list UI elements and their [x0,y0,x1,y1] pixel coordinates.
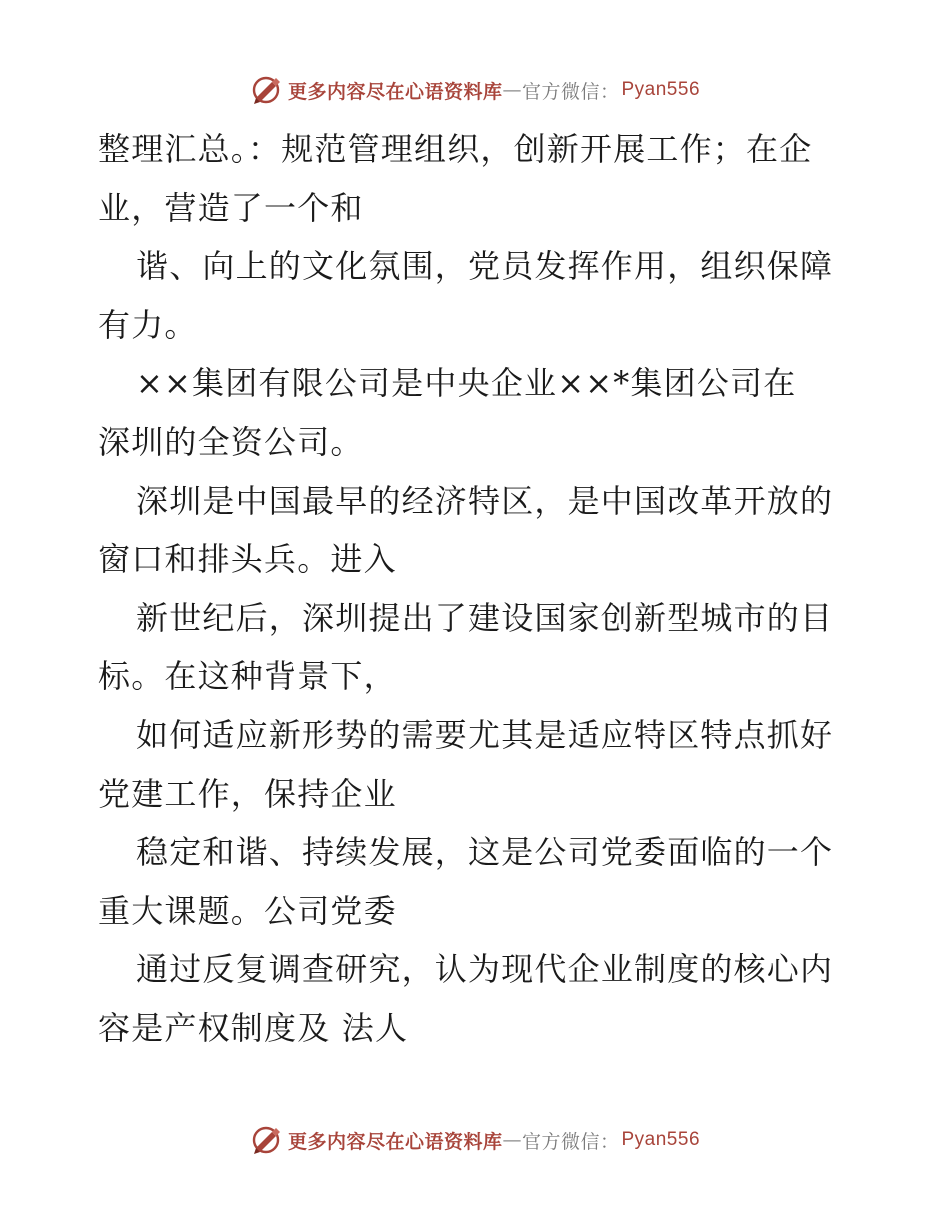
text-line: 谐、向上的文化氛围，党员发挥作用，组织保障 [136,247,834,286]
banner-main-text: 更多内容尽在心语资料库 [287,80,503,103]
banner-wechat-label: 官方微信： [521,80,620,103]
text-line: 党建工作，保持企业 [98,774,397,813]
text-line: 如何适应新形势的需要尤其是适应特区特点抓好 [136,715,834,754]
text-line: 有力。 [98,305,198,344]
banner-dash: — [502,79,522,101]
text-line: ××集团有限公司是中央企业××*集团公司在 [136,364,797,403]
banner-dash: — [502,1129,522,1151]
pen-logo-icon [250,74,282,106]
banner-wechat-id: Pyan556 [621,1129,701,1150]
footer-banner [0,1120,950,1160]
text-line: 容是产权制度及 法人 [98,1008,409,1047]
text-line: 标。在这种背景下， [98,657,397,696]
document-body [98,120,858,1058]
text-line: 整理汇总。：规范管理组织，创新开展工作；在企 [98,130,813,168]
text-line: 新世纪后，深圳提出了建设国家创新型城市的目 [136,598,834,637]
banner-wechat-id: Pyan556 [621,79,701,100]
text-line: 稳定和谐、持续发展，这是公司党委面临的一个 [136,833,834,872]
text-line: 窗口和排头兵。进入 [98,540,397,579]
text-line: 深圳的全资公司。 [98,422,364,461]
text-line: 深圳是中国最早的经济特区，是中国改革开放的 [136,481,834,520]
banner-wechat-label: 官方微信： [521,1130,620,1153]
text-line: 重大课题。公司党委 [98,891,397,930]
text-line: 业，营造了一个和 [98,188,364,227]
pen-logo-icon [250,1124,282,1156]
text-line: 通过反复调查研究，认为现代企业制度的核心内 [136,950,834,989]
banner-main-text: 更多内容尽在心语资料库 [287,1130,503,1153]
header-banner [0,70,950,110]
